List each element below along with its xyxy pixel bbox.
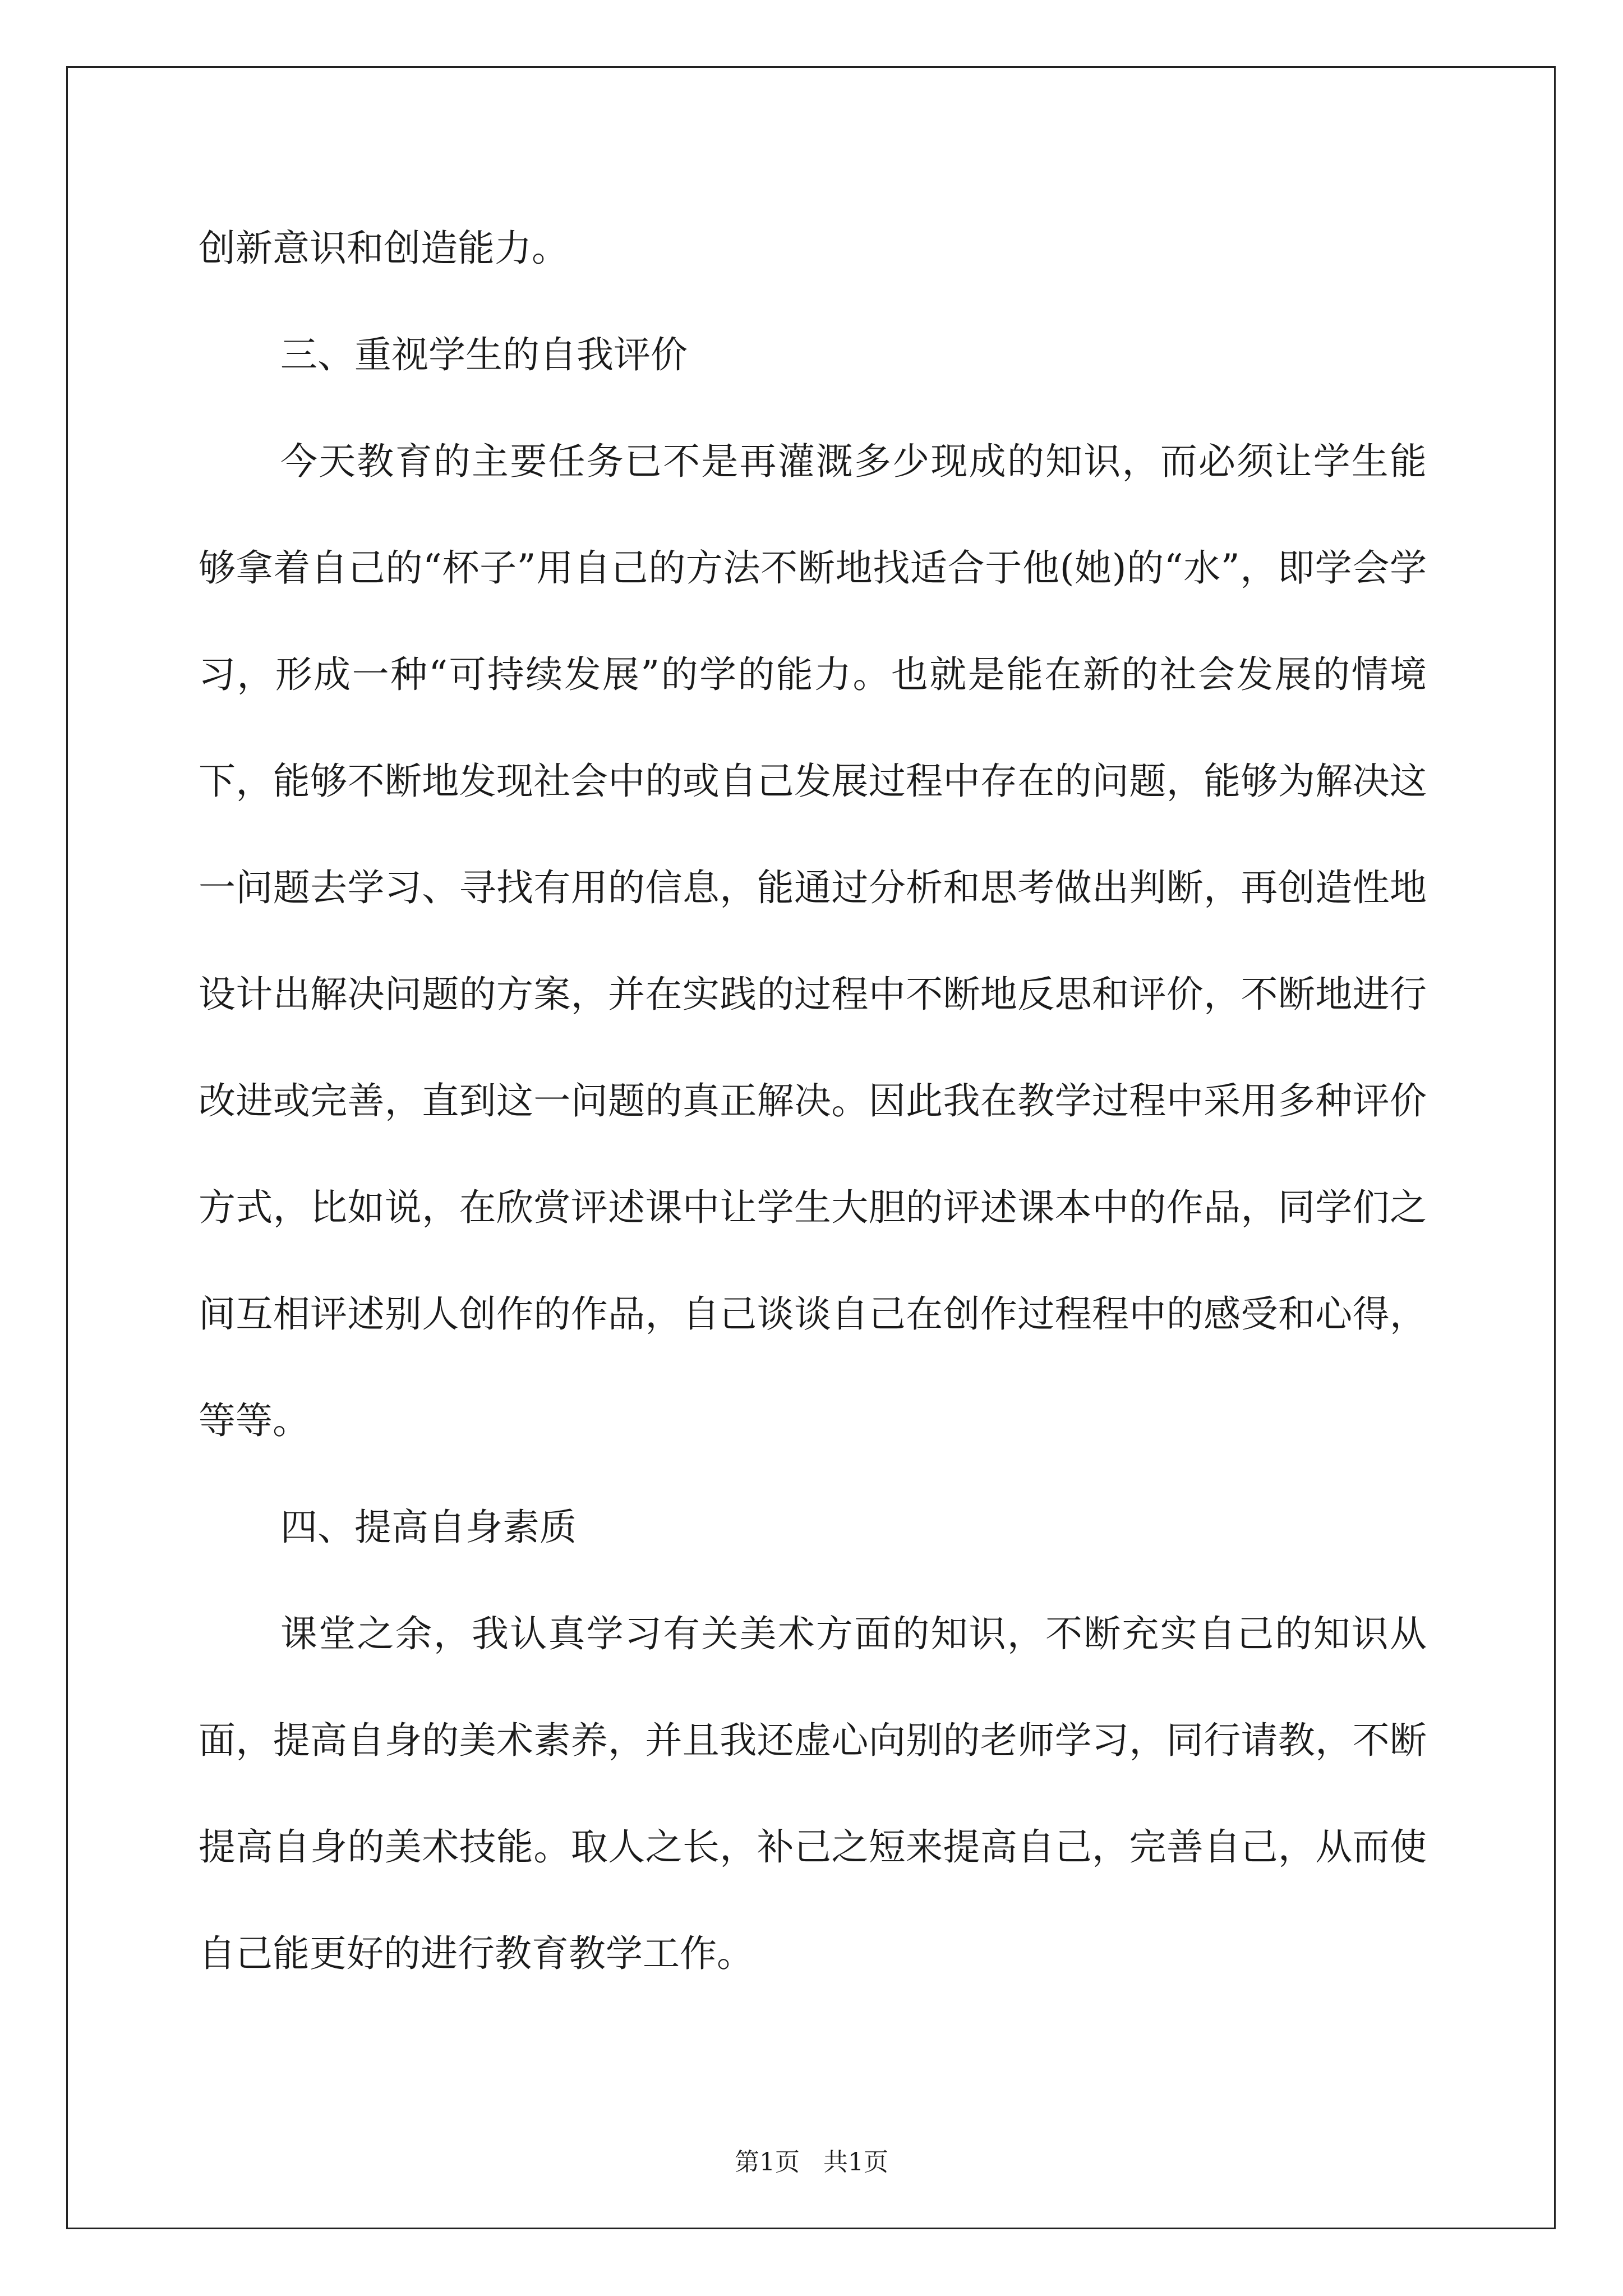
section-heading-4: 四、提高自身素质 bbox=[280, 1506, 577, 1549]
paragraph-self-improvement: 课堂之余，我认真学习有关美术方面的知识，不断充实自己的知识从面，提高自身的美术素养，并且我还虚心向别的老师学习，同行请教，不断提高自身的美术技能。取人之长，补己之短来提高自己，完善自己，从而使自己能更好的进行教育教学工作。 bbox=[199, 1612, 1427, 1975]
paragraph-self-evaluation: 今天教育的主要任务已不是再灌溉多少现成的知识，而必须让学生能够拿着自己的“杯子”用自己的方法不断地找适合于他(她)的“水”，即学会学习，形成一种“可持续发展”的学的能力。也就是能在新的社会发展的情境下，能够不断地发现社会中的或自己发展过程中存在的问题，能够为解决这一问题去学习、寻找有用的信息，能通过分析和思考做出判断，再创造性地设计出解决问题的方案，并在实践的过程中不断地反思和评价，不断地进行改进或完善，直到这一问题的真正解决。因此我在教学过程中采用多种评价方式，比如说，在欣赏评述课中让学生大胆的评述课本中的作品，同学们之间互相评述别人创作的作品，自己谈谈自己在创作过程程中的感受和心得，等等。 bbox=[199, 440, 1427, 1442]
document-body bbox=[199, 195, 1427, 2007]
paragraph-continuation: 创新意识和创造能力。 bbox=[199, 227, 569, 270]
page-number-footer: 第1页 共1页 bbox=[735, 2148, 888, 2177]
section-heading-3: 三、重视学生的自我评价 bbox=[280, 333, 688, 376]
